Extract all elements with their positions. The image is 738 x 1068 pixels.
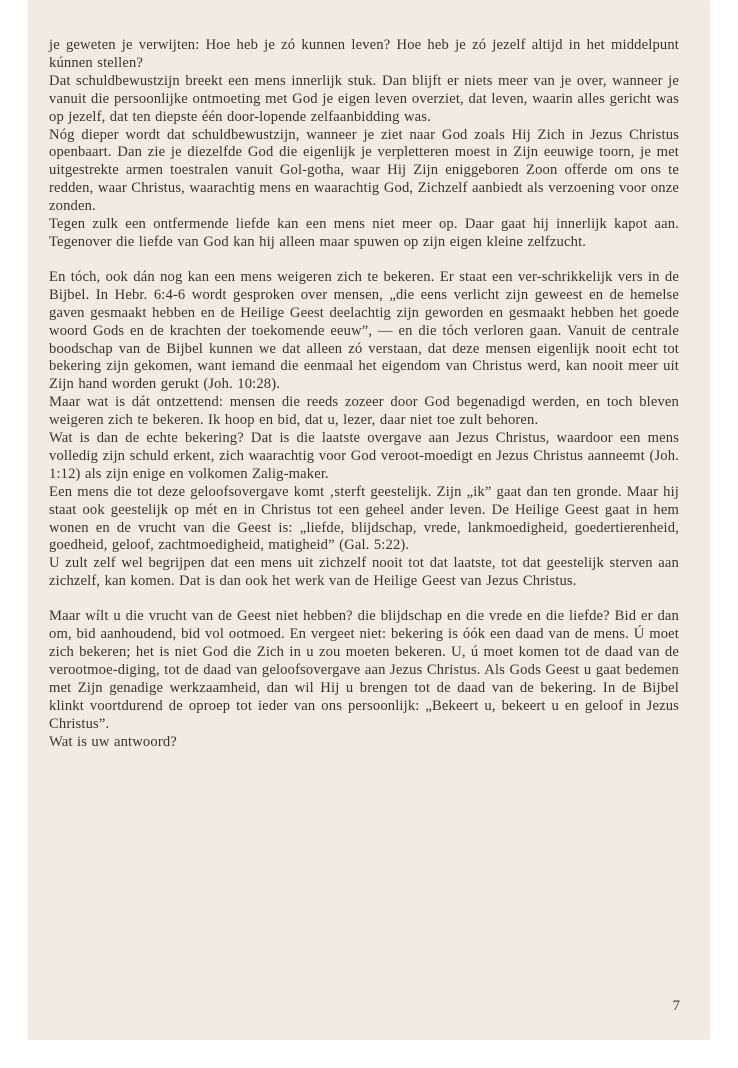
section-spacer bbox=[49, 591, 679, 608]
section-spacer bbox=[49, 252, 679, 269]
paragraph-9: U zult zelf wel begrijpen dat een mens uit zichzelf nooit tot dat laatste, tot dat geestelijk sterven aan zichzelf, kan komen. Dat is dan ook het werk van de Heilige Geest van Jezus Christus. bbox=[49, 555, 679, 590]
paragraph-6: Maar wat is dát ontzettend: mensen die reeds zozeer door God begenadigd werden, en toch bleven weigeren zich te bekeren. Ik hoop en bid, dat u, lezer, daar niet toe zult behoren. bbox=[49, 394, 679, 429]
paragraph-4: Tegen zulk een ontfermende liefde kan een mens niet meer op. Daar gaat hij innerlijk kapot aan. Tegenover die liefde van God kan hij alleen maar spuwen op zijn eigen kleine zelfzucht. bbox=[49, 216, 679, 250]
paragraph-2: Dat schuldbewustzijn breekt een mens innerlijk stuk. Dan blijft er niets meer van je over, wanneer je vanuit die persoonlijke ontmoeting met God je eigen leven overziet, dat leven, waarin alles gericht was op jezelf, dat ten diepste één door-lopende zelfaanbidding was. bbox=[49, 72, 679, 125]
paragraph-1: je geweten je verwijten: Hoe heb je zó kunnen leven? Hoe heb je zó jezelf altijd in het middelpunt kúnnen stellen? bbox=[49, 37, 679, 71]
paragraph-7: Wat is dan de echte bekering? Dat is die laatste overgave aan Jezus Christus, waardoor een mens volledig zijn schuld erkent, zich waarachtig voor God veroot-moedigt en Jezus Christus aanneemt (Joh. 1:12) als zijn enige en volkomen Zalig-maker. bbox=[49, 430, 679, 482]
paragraph-11: Wat is uw antwoord? bbox=[49, 733, 177, 750]
page-number: 7 bbox=[672, 998, 680, 1014]
document-page bbox=[28, 0, 710, 1040]
body-text bbox=[49, 37, 679, 751]
paragraph-10: Maar wílt u die vrucht van de Geest niet hebben? die blijdschap en die vrede en die liefde? Bid er dan om, bid aanhoudend, bid vol ootmoed. En vergeet niet: bekering is óók een daad van de mens. Ú moet zich bekeren; het is niet God die Zich in u zou moeten bekeren. U, ú moet komen tot de daad van de verootmoe-diging, tot de daad van geloofsovergave aan Jezus Christus. Als Gods Geest u gaat bedemen met Zijn genadige werkzaamheid, dan wil Hij u brengen tot de daad van de bekering. In de Bijbel klinkt voortdurend de oproep tot ieder van ons persoonlijk: „Bekeert u, bekeert u en geloof in Jezus Christus”. bbox=[49, 608, 679, 732]
paragraph-8: Een mens die tot deze geloofsovergave komt ‚sterft geestelijk. Zijn „ik” gaat dan ten gronde. Maar hij staat ook geestelijk op mét en in Christus tot een geheel ander leven. De Heilige Geest gaat in hem wonen en de vrucht van die Geest is: „liefde, blijdschap, vrede, lankmoedigheid, goedertierenheid, goedheid, geloof, zachtmoedigheid, matigheid” (Gal. 5:22). bbox=[49, 483, 679, 554]
paragraph-3: Nóg dieper wordt dat schuldbewustzijn, wanneer je ziet naar God zoals Hij Zich in Jezus Christus openbaart. Dan zie je diezelfde God die eigenlijk je verpletteren moest in Zijn eeuwige toorn, je met uitgestrekte armen toestralen vanuit Gol-gotha, waar Hij Zijn eniggeboren Zoon offerde om ons te redden, waar Christus, waarachtig mens en waarachtig God, Zichzelf aanbiedt als verzoening voor onze zonden. bbox=[49, 126, 679, 215]
paragraph-5: En tóch, ook dán nog kan een mens weigeren zich te bekeren. Er staat een ver-schrikkelijk vers in de Bijbel. In Hebr. 6:4-6 wordt gesproken over mensen, „die eens verlicht zijn geweest en de hemelse gaven gesmaakt hebben en de Heilige Geest deelachtig zijn geworden en gesmaakt hebben het goede woord Gods en de krachten der toekomende eeuw”, — en die tóch verloren gaan. Vanuit de centrale boodschap van de Bijbel kunnen we dat alleen zó verstaan, dat deze mensen eigenlijk nooit echt tot bekering zijn gekomen, want iemand die eenmaal het eigendom van Christus werd, kan nooit meer uit Zijn hand worden gerukt (Joh. 10:28). bbox=[49, 268, 679, 393]
